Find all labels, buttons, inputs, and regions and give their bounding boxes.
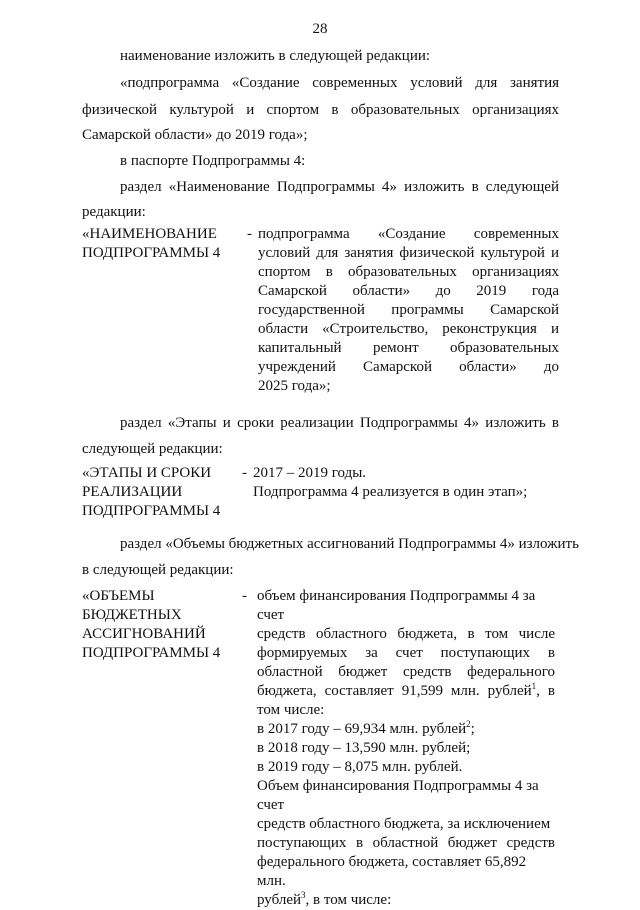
- value-line: в 2019 году – 8,075 млн. рублей.: [257, 759, 463, 775]
- label-stages: [82, 464, 242, 521]
- label-line: РЕАЛИЗАЦИИ: [82, 484, 183, 500]
- paragraph-subprogram-title-line1: «подпрограмма «Создание современных условий для занятия: [120, 75, 559, 91]
- value-line: подпрограмма «Создание современных: [258, 226, 559, 242]
- value-subprogram-name: [258, 225, 559, 396]
- value-line: формируемых за счет поступающих в: [257, 645, 555, 661]
- value-stages: [253, 464, 559, 502]
- value-line: Объем финансирования Подпрограммы 4 за счет: [257, 778, 539, 813]
- value-line: спортом в образовательных организациях: [258, 264, 559, 280]
- label-budget-volumes: [82, 587, 242, 663]
- value-line: объем финансирования Подпрограммы 4 за счет: [257, 588, 536, 623]
- value-text: , в том числе:: [305, 892, 392, 908]
- label-line: ПОДПРОГРАММЫ 4: [82, 245, 221, 261]
- label-line: БЮДЖЕТНЫХ: [82, 607, 182, 623]
- value-line: области «Строительство, реконструкция и: [258, 321, 559, 337]
- value-line: государственной программы Самарской: [258, 302, 559, 318]
- label-line: ПОДПРОГРАММЫ 4: [82, 503, 221, 519]
- value-text: , в: [536, 683, 555, 699]
- footnote-mark: 2: [466, 719, 471, 729]
- value-budget-volumes: [257, 587, 555, 910]
- label-line: «ОБЪЕМЫ: [82, 588, 155, 604]
- value-line: поступающих в областной бюджет средств: [257, 835, 555, 851]
- value-line: капитальный ремонт образовательных: [258, 340, 559, 356]
- value-line: Подпрограмма 4 реализуется в один этап»;: [253, 484, 528, 500]
- footnote-mark: 3: [301, 890, 306, 900]
- value-text: ;: [470, 721, 475, 737]
- dash-separator: -: [247, 226, 252, 242]
- label-subprogram-name: [82, 225, 242, 263]
- value-line: федерального бюджета, составляет 65,892 млн.: [257, 854, 527, 889]
- value-line: том числе:: [257, 702, 325, 718]
- label-line: «ЭТАПЫ И СРОКИ: [82, 465, 212, 481]
- value-text: в 2017 году – 69,934 млн. рублей: [257, 721, 467, 737]
- footnote-mark: 1: [531, 681, 537, 691]
- label-line: «НАИМЕНОВАНИЕ: [82, 226, 217, 242]
- paragraph-section-budget-line2: в следующей редакции:: [82, 562, 234, 578]
- paragraph-section-stages-line1: раздел «Этапы и сроки реализации Подпрограммы 4» изложить в: [120, 415, 559, 431]
- value-line: в 2018 году – 13,590 млн. рублей;: [257, 740, 471, 756]
- label-line: ПОДПРОГРАММЫ 4: [82, 645, 221, 661]
- value-line: областной бюджет средств федерального: [257, 664, 555, 680]
- paragraph-subprogram-title-line3: Самарской области» до 2019 года»;: [82, 127, 308, 143]
- value-line: 2017 – 2019 годы.: [253, 465, 367, 481]
- dash-separator: -: [242, 588, 247, 604]
- value-line: [257, 891, 555, 910]
- paragraph-name-intro: наименование изложить в следующей редакции:: [120, 48, 431, 64]
- value-line: Самарской области» до 2019 года: [258, 283, 559, 299]
- value-line: средств областного бюджета, в том числе: [257, 626, 555, 642]
- label-line: АССИГНОВАНИЙ: [82, 626, 206, 642]
- paragraph-passport-intro: в паспорте Подпрограммы 4:: [120, 153, 306, 169]
- paragraph-section-stages-line2: следующей редакции:: [82, 441, 223, 457]
- paragraph-subprogram-title-line2: физической культурой и спортом в образовательных организациях: [82, 102, 559, 118]
- dash-separator: -: [242, 465, 247, 481]
- value-line: [257, 682, 555, 701]
- paragraph-section-name-line1: раздел «Наименование Подпрограммы 4» изложить в следующей: [120, 179, 559, 195]
- value-line: условий для занятия физической культурой и: [258, 245, 559, 261]
- value-line: средств областного бюджета, за исключением: [257, 816, 551, 832]
- paragraph-section-budget-line1: раздел «Объемы бюджетных ассигнований Подпрограммы 4» изложить: [120, 536, 579, 552]
- value-line: 2025 года»;: [258, 378, 331, 394]
- paragraph-section-name-line2: редакции:: [82, 204, 146, 220]
- value-line: учреждений Самарской области» до: [258, 359, 559, 375]
- value-text: бюджета, составляет 91,599 млн. рублей: [257, 683, 532, 699]
- value-text: рублей: [257, 892, 302, 908]
- page-number: 28: [312, 21, 328, 37]
- value-line: [257, 720, 555, 739]
